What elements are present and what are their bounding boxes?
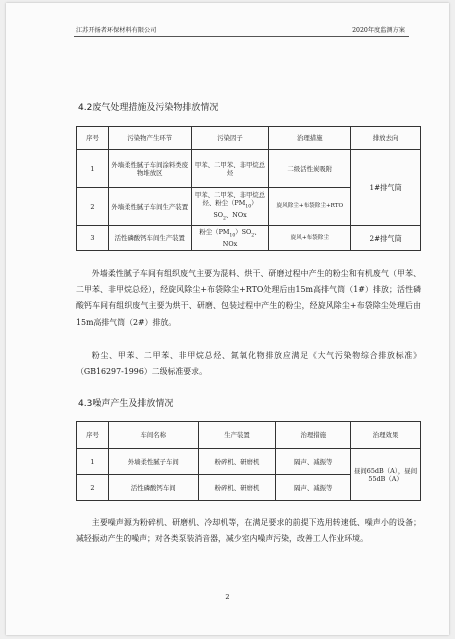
noise-table [76,421,421,501]
treatment-measure: 二级活性炭吸附 [269,150,351,188]
page-number: 2 [225,593,230,601]
exhaust-gas-table [76,126,421,251]
outlet-stack-2: 2#排气筒 [351,226,421,251]
header-title: 2020年度监测方案 [352,27,405,34]
table-header-row [77,422,421,449]
table-row [77,150,421,188]
table-header-row [77,127,421,150]
row-number: 1 [77,150,109,188]
col-header: 治理措施 [276,422,351,449]
workshop-name: 活性磷酸钙车间 [108,475,198,501]
document-page [6,3,449,635]
col-header: 车间名称 [108,422,198,449]
emission-source: 外墙柔性腻子车间涂料类废物堆放区 [108,150,191,188]
treatment-measure: 旋风+布袋除尘 [269,226,351,251]
pollutant-factor: 粉尘$(PM_{10})SO_2$、NOx [191,226,269,251]
col-header: 序号 [77,127,109,150]
exhaust-description-paragraph: 外墙柔性腻子车间有组织废气主要为混料、烘干、研磨过程中产生的粉尘和有机废气（甲苯、二甲苯、非甲烷总烃），经旋风除尘+布袋除尘+RTO处理后由15m高排气筒（1#）排放；活性磷酸钙车间有组织废气主要为烘干、研磨、包装过程中产生的粉尘，经旋风除尘+布袋除尘处理后由15m高排气筒（2#）排放。 [76,269,421,327]
col-header: 污染因子 [191,127,269,150]
row-number: 3 [77,226,109,251]
row-number: 1 [77,449,109,475]
col-header: 污染物产生环节 [108,127,191,150]
emission-standard-paragraph: 粉尘、甲苯、二甲苯、非甲烷总烃、氮氧化物排放应满足《大气污染物综合排放标准》（GB16297-1996）二级标准要求。 [76,351,421,377]
row-number: 2 [77,188,109,226]
table-row [77,226,421,251]
noise-description-paragraph: 主要噪声源为粉碎机、研磨机、冷却机等，在满足要求的前提下选用转速低、噪声小的设备；减轻振动产生的噪声；对各类泵装消音器，减少室内噪声污染，改善工人作业环境。 [76,518,421,544]
col-header: 生产装置 [198,422,276,449]
col-header: 治理措施 [269,127,351,150]
col-header: 排放去向 [351,127,421,150]
pollutant-factor: 甲苯、二甲苯、非甲烷总烃 [191,150,269,188]
table-row [77,449,421,475]
noise-measure: 隔声、减振等 [276,475,351,501]
emission-source: 活性磷酸钙车间生产装置 [108,226,191,251]
noise-measure: 隔声、减振等 [276,449,351,475]
section-43-heading: 4.3噪声产生及排放情况 [78,399,174,409]
pollutant-factor: 甲苯、二甲苯、非甲烷总烃、粉尘$(PM_{10})$ $SO_2$、NOx [191,188,269,226]
production-device: 粉碎机、研磨机 [198,449,276,475]
row-number: 2 [77,475,109,501]
section-42-heading: 4.2废气处理措施及污染物排放情况 [78,103,219,113]
header-company: 江苏开扬者环保材料有限公司 [76,27,157,34]
production-device: 粉碎机、研磨机 [198,475,276,501]
emission-source: 外墙柔性腻子车间生产装置 [108,188,191,226]
col-header: 序号 [77,422,109,449]
header-divider [74,36,409,37]
noise-effect: 昼间65dB（A），昼间55dB（A） [351,449,421,501]
outlet-stack-1: 1#排气筒 [351,150,421,226]
col-header: 治理效果 [351,422,421,449]
treatment-measure: 旋风除尘+布袋除尘+RTO [269,188,351,226]
workshop-name: 外墙柔性腻子车间 [108,449,198,475]
